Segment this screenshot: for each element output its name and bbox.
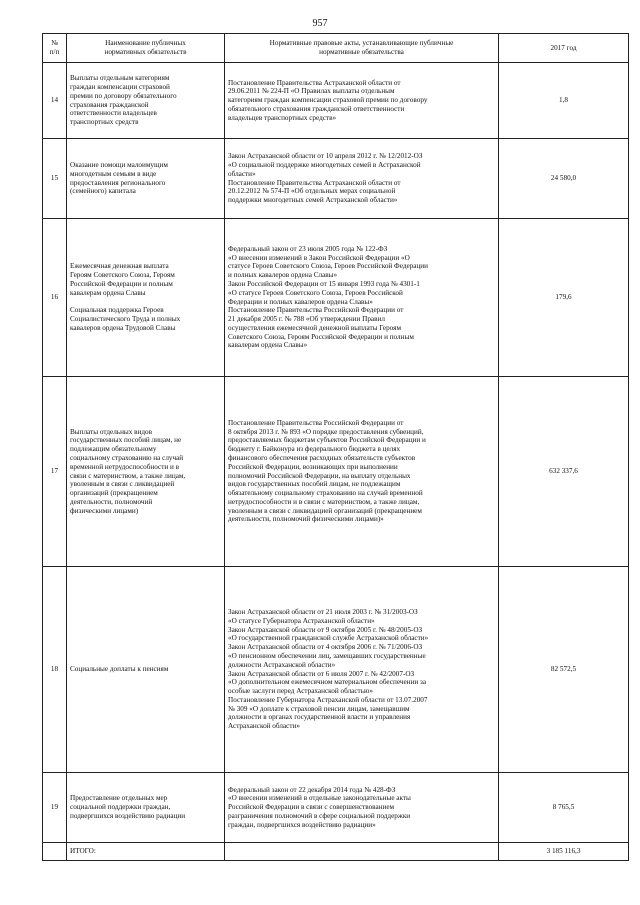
legal-acts [225,219,499,377]
legal-act-line: «О статусе Героев Советского Союза, Героев Российской [228,288,403,297]
legal-acts [225,377,499,567]
legal-acts [225,63,499,139]
legal-act-line: видов государственных пособий лицам, не подлежащим [228,480,401,489]
legal-act-line: полномочий Российской Федерации, на выплату отдельных [228,471,411,480]
obligation-name-line: ответственности владельцев [70,109,157,118]
obligation-name-line: граждан компенсации страховой [70,82,170,91]
obligation-name-line: связи с материнством, а также лицам, [70,471,186,480]
legal-act-line: 20.12.2012 № 574-П «Об отдельных мерах социальной [228,187,396,196]
page-number: 957 [312,18,328,29]
legal-act-line: «О статусе Губернатора Астраханской области» [228,616,375,625]
obligation-name [67,567,225,773]
amount-2017: 179,6 [499,219,629,377]
obligation-name [67,773,225,843]
legal-act-line: категориям граждан компенсации страховой премии по договору [228,96,428,105]
legal-acts [225,773,499,843]
obligation-name-line: социальной поддержки граждан, [70,803,171,812]
total-row [43,843,629,861]
table-row [43,377,629,567]
obligation-name-line: Выплаты отдельным категориям [70,74,170,83]
table-row [43,63,629,139]
obligation-name-line: Социальная поддержка Героев [70,306,164,315]
amount-2017: 1,8 [499,63,629,139]
header-name: Наименование публичных нормативных обязательств [67,34,225,63]
legal-act-line: «О пенсионном обеспечении лиц, замещавших государственные [228,651,426,660]
obligation-name-line: кавалерам ордена Славы [70,288,146,297]
legal-act-line: разграничения полномочий в сфере социальной поддержки [228,811,411,820]
legal-act-line: предоставляемых бюджетам субъектов Российской Федерации и [228,436,426,445]
header-year: 2017 год [499,34,629,63]
obligation-name-line: подлежащим обязательному [70,445,157,454]
legal-act-line: кавалерам ордена Славы» [228,341,308,350]
legal-act-line: особые заслуги перед Астраханской областью» [228,687,373,696]
legal-act-line: Российской Федерации в связи с совершенствованием [228,803,395,812]
legal-act-line: обязательному социальному страхованию на случай временной [228,489,423,498]
table-row [43,567,629,773]
table-body [43,63,629,843]
legal-act-line: должности Астраханской области» [228,660,336,669]
legal-act-line: 8 октября 2013 г. № 893 «О порядке предоставления субвенций, [228,427,424,436]
row-number: 14 [43,63,67,139]
obligation-name [67,139,225,219]
table-row [43,773,629,843]
obligation-name-line: предоставления регионального [70,178,166,187]
legal-act-line: Постановление Правительства Российской Федерации от [228,418,404,427]
amount-2017: 24 580,0 [499,139,629,219]
row-number: 19 [43,773,67,843]
amount-2017: 632 337,6 [499,377,629,567]
obligation-name-line: Социалистического Труда и полных [70,315,181,324]
legal-act-line: Постановление Губернатора Астраханской области от 13.07.2007 [228,695,428,704]
legal-acts [225,567,499,773]
obligations-table [42,33,629,861]
total-num-cell [43,843,67,861]
obligation-name-line [70,297,221,306]
obligation-name-line: подвергшихся воздействию радиации [70,811,186,820]
obligation-name-line: Выплаты отдельных видов [70,427,153,436]
legal-act-line: уволенным в связи с ликвидацией организаций (прекращением [228,506,422,515]
legal-act-line: должности в органах государственной власти и управления [228,713,411,722]
legal-act-line: Закон Астраханской области от 9 октября 2005 г. № 48/2005-ОЗ [228,625,423,634]
obligation-name-line: деятельности, полномочий [70,497,153,506]
legal-act-line: статусе Героев Советского Союза, Героев Российской Федерации [228,262,429,271]
legal-act-line: области» [228,169,256,178]
legal-act-line: «О государственной гражданской службе Астраханской области» [228,634,429,643]
legal-act-line: Федерации и полных кавалеров ордена Славы» [228,297,373,306]
obligation-name [67,377,225,567]
legal-act-line: Постановление Правительства Российской Федерации от [228,306,404,315]
header-num: № п/п [43,34,67,63]
obligation-name-line: (семейного) капитала [70,187,136,196]
header-acts: Нормативные правовые акты, устанавливающие публичные нормативные обязательства [225,34,499,63]
obligation-name-line: страхования гражданской [70,100,149,109]
legal-act-line: владельцев транспортных средств» [228,113,337,122]
amount-2017: 82 572,5 [499,567,629,773]
legal-act-line: Постановление Правительства Астраханской области от [228,78,401,87]
legal-act-line: граждан, подвергшихся воздействию радиации» [228,820,376,829]
total-label: ИТОГО: [67,843,225,861]
obligation-name-line: государственных пособий лицам, не [70,436,182,445]
row-number: 17 [43,377,67,567]
legal-acts [225,139,499,219]
legal-act-line: 29.06.2011 № 224-П «О Правилах выплаты отдельным [228,87,395,96]
obligation-name-line: Героям Советского Союза, Героям [70,271,175,280]
obligation-name [67,219,225,377]
total-acts-cell [225,843,499,861]
legal-act-line: деятельности, полномочий физическими лицами)» [228,515,384,524]
table-header-row [43,34,629,63]
obligation-name-line: физическими лицами) [70,506,139,515]
legal-act-line: Федеральный закон от 23 июля 2005 года № 122-ФЗ [228,244,388,253]
legal-act-line: нетрудоспособности и в связи с материнством, а также лицам, [228,497,420,506]
legal-act-line: Закон Астраханской области от 10 апреля 2012 г. № 12/2012-ОЗ [228,152,423,161]
legal-act-line: Астраханской области» [228,722,300,731]
legal-act-line: «О внесении изменений в Закон Российской Федерации «О [228,253,410,262]
row-number: 18 [43,567,67,773]
obligation-name-line: Оказание помощи малоимущим [70,160,168,169]
obligation-name-line: Ежемесячная денежная выплата [70,262,169,271]
legal-act-line: осуществления ежемесячной денежной выплаты Героям [228,323,401,332]
legal-act-line: бюджету г. Байконура из федерального бюджета в целях [228,445,401,454]
legal-act-line: и полных кавалеров ордена Славы» [228,271,338,280]
legal-act-line: Закон Астраханской области от 21 июля 2003 г. № 31/2003-ОЗ [228,608,418,617]
row-number: 15 [43,139,67,219]
legal-act-line: Постановление Правительства Астраханской области от [228,178,401,187]
legal-act-line: Советского Союза, Героям Российской Федерации и полным [228,332,414,341]
obligation-name-line: Социальные доплаты к пенсиям [70,665,169,674]
amount-2017: 8 765,5 [499,773,629,843]
obligation-name-line: многодетным семьям в виде [70,169,157,178]
legal-act-line: Закон Российской Федерации от 15 января 1993 года № 4301-1 [228,279,420,288]
obligation-name-line: Предоставление отдельных мер [70,794,168,803]
legal-act-line: обязательного страхования гражданской ответственности [228,104,405,113]
obligation-name-line: организаций (прекращением [70,489,158,498]
obligation-name-line: транспортных средств [70,118,139,127]
total-amount: 3 185 116,3 [499,843,629,861]
legal-act-line: «О внесении изменений в отдельные законодательные акты [228,794,411,803]
obligation-name-line: Российской Федерации и полным [70,279,173,288]
legal-act-line: Закон Астраханской области от 4 октября 2006 г. № 71/2006-ОЗ [228,643,423,652]
legal-act-line: «О социальной поддержке многодетных семей в Астраханской [228,160,421,169]
legal-act-line: Закон Астраханской области от 6 июля 2007 г. № 42/2007-ОЗ [228,669,415,678]
obligation-name [67,63,225,139]
obligation-name-line: премии по договору обязательного [70,91,177,100]
table-row [43,219,629,377]
legal-act-line: «О дополнительном ежемесячном материальном обеспечении за [228,678,427,687]
obligation-name-line: кавалеров ордена Трудовой Славы [70,323,176,332]
obligation-name-line: уволенным в связи с ликвидацией [70,480,175,489]
legal-act-line: № 309 «О доплате к страховой пенсии лицам, замещавшим [228,704,410,713]
table-row [43,139,629,219]
legal-act-line: финансового обеспечения расходных обязательств субъектов [228,453,416,462]
obligation-name-line: временной нетрудоспособности и в [70,462,180,471]
legal-act-line: Федеральный закон от 22 декабря 2014 года № 428-ФЗ [228,785,396,794]
row-number: 16 [43,219,67,377]
legal-act-line: поддержки многодетных семей Астраханской области» [228,196,398,205]
legal-act-line: Российской Федерации, возникающих при выполнении [228,462,398,471]
legal-act-line: 21 декабря 2005 г. № 788 «Об утверждении Правил [228,315,385,324]
obligation-name-line: социальному страхованию на случай [70,453,184,462]
